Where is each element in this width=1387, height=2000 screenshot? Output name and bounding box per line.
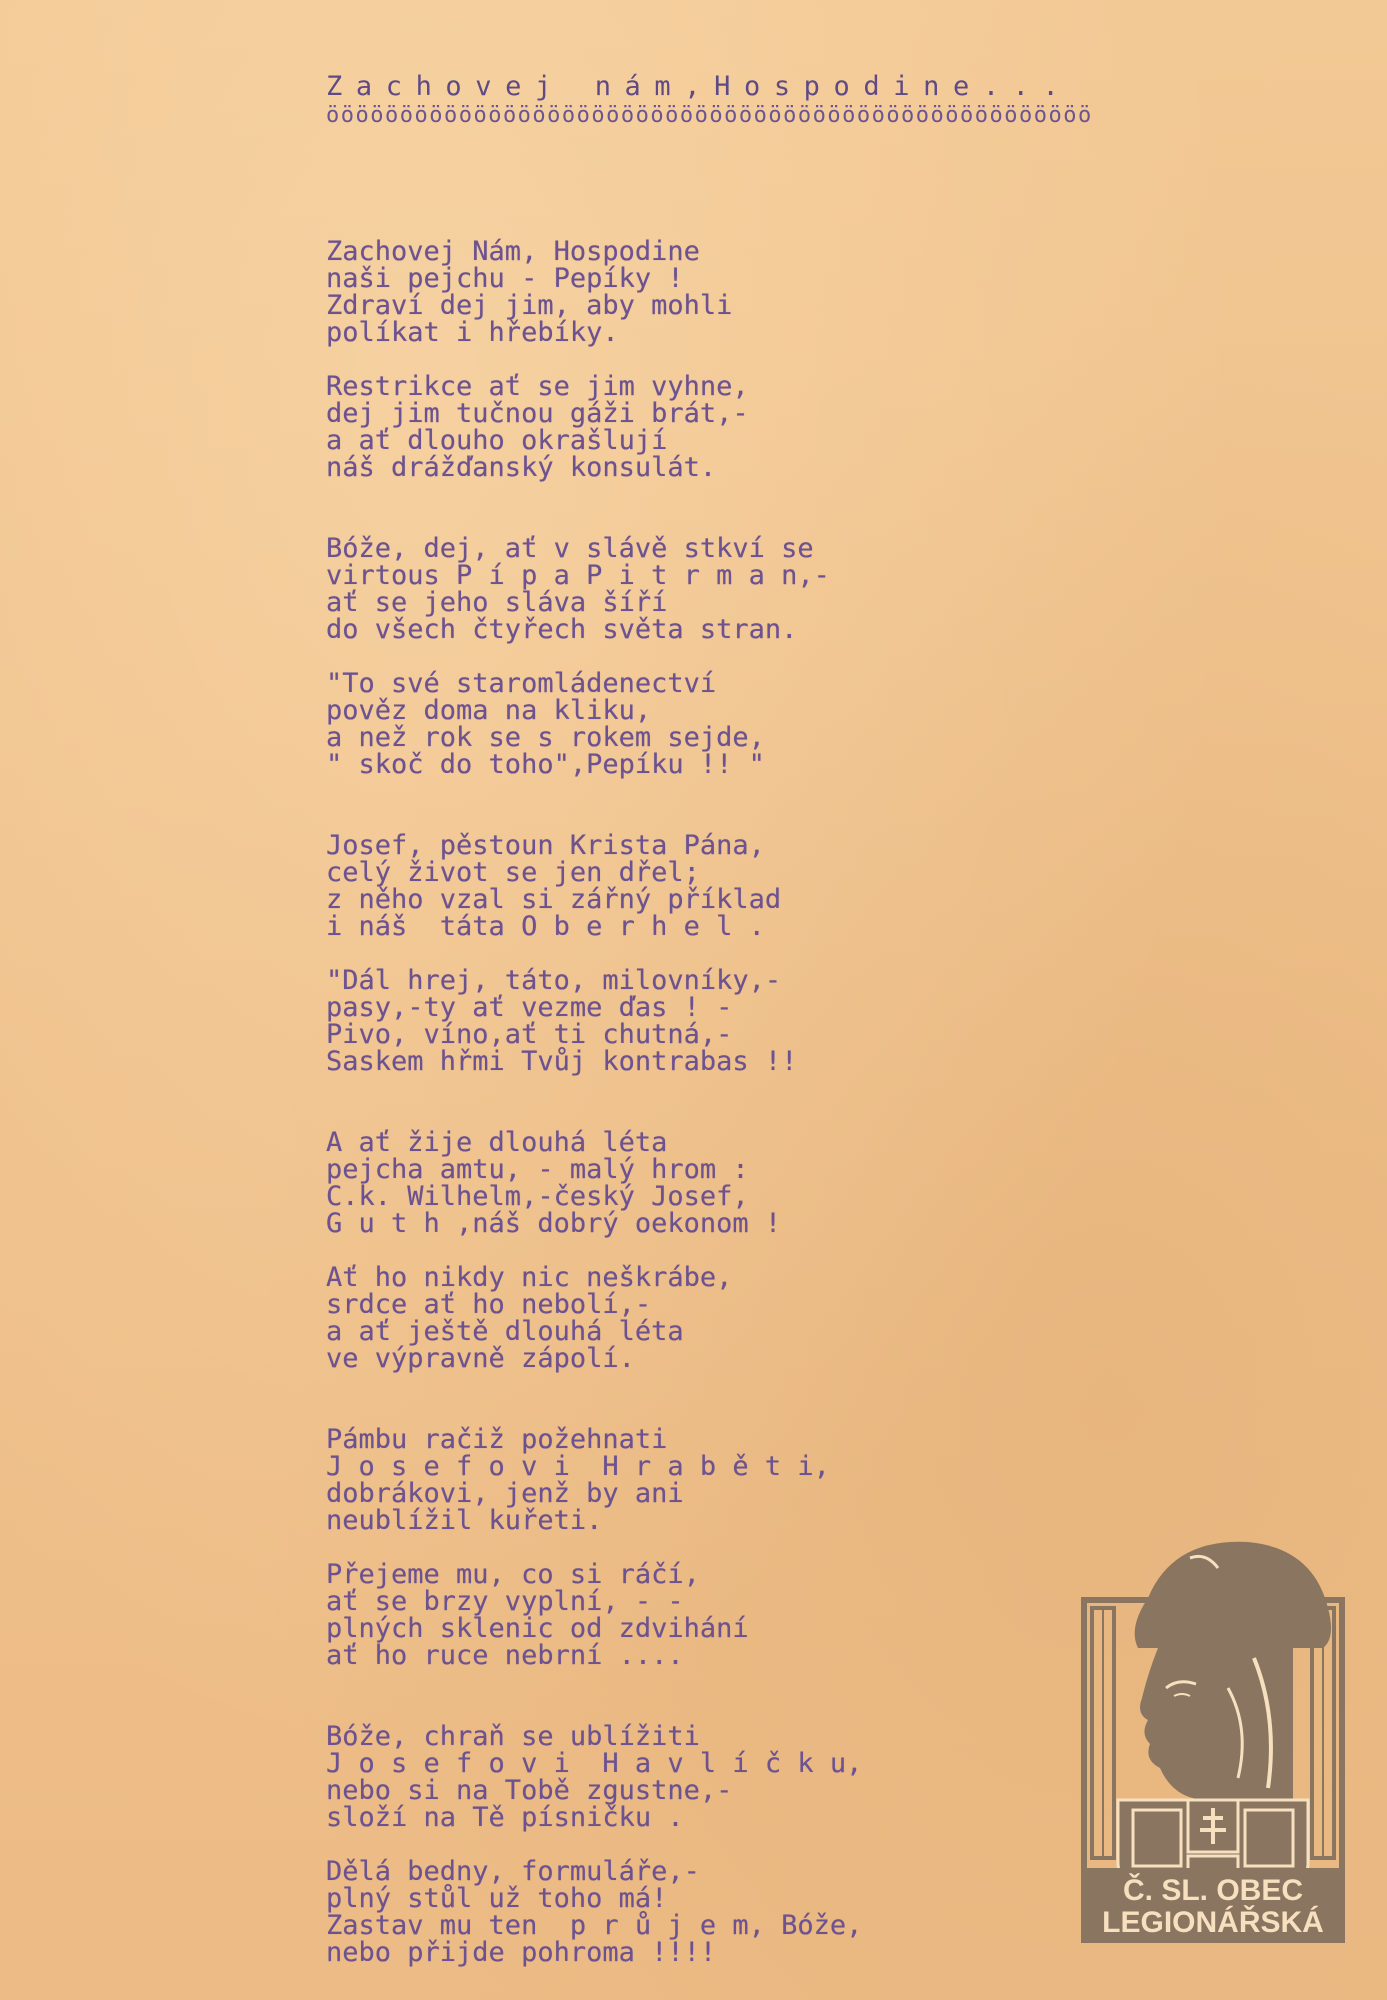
stamp-text-line1: Č. SL. OBEC: [1122, 1874, 1304, 1907]
poem-line: plný stůl už toho má!: [326, 1883, 668, 1914]
stanza-gap: [326, 1372, 1226, 1426]
stanza-gap: [326, 346, 1226, 373]
poem-line: pověz doma na kliku,: [326, 695, 652, 726]
poem-line: složí na Tě písničku .: [326, 1802, 684, 1833]
stamp-helmet: [1135, 1542, 1331, 1648]
poem-line: pejcha amtu, - malý hrom :: [326, 1154, 749, 1185]
poem-line: náš drážďanský konsulát.: [326, 452, 717, 483]
poem-line: celý život se jen dřel;: [326, 857, 700, 888]
poem-line: C.k. Wilhelm,-český Josef,: [326, 1181, 749, 1212]
stanza: [326, 373, 1226, 481]
poem-line: dej jim tučnou gáži brát,-: [326, 398, 749, 429]
poem-line: pasy,-ty ať vezme ďas ! -: [326, 992, 733, 1023]
stanza: [326, 1426, 1226, 1534]
stanza: [326, 535, 1226, 643]
poem-line: virtous P í p a P i t r m a n,-: [326, 560, 830, 591]
poem-line: neublížil kuřeti.: [326, 1505, 603, 1536]
stanza: [326, 1264, 1226, 1372]
poem-line: a ať ještě dlouhá léta: [326, 1316, 684, 1347]
stanza-gap: [326, 778, 1226, 832]
stanza: [326, 1129, 1226, 1237]
stanza: [326, 832, 1226, 940]
poem-line: ať se brzy vyplní, - -: [326, 1586, 684, 1617]
poem-line: nebo přijde pohroma !!!!: [326, 1937, 717, 1968]
stamp-text-line2: LEGIONÁŘSKÁ: [1102, 1906, 1324, 1939]
stanza-gap: [326, 1237, 1226, 1264]
stanza-gap: [326, 940, 1226, 967]
poem-line: naši pejchu - Pepíky !: [326, 263, 684, 294]
poem-line: Josef, pěstoun Krista Pána,: [326, 830, 765, 861]
poem-line: A ať žije dlouhá léta: [326, 1127, 668, 1158]
poem-line: i náš táta O b e r h e l .: [326, 911, 765, 942]
poem-line: Zachovej Nám, Hospodine: [326, 236, 700, 267]
stanza-gap: [326, 643, 1226, 670]
poem-line: J o s e f o v i H a v l í č k u,: [326, 1748, 863, 1779]
poem-line: a než rok se s rokem sejde,: [326, 722, 765, 753]
poem-line: srdce ať ho nebolí,-: [326, 1289, 652, 1320]
poem-line: do všech čtyřech světa stran.: [326, 614, 798, 645]
poem-line: "Dál hrej, táto, milovníky,-: [326, 965, 782, 996]
poem-line: ať ho ruce nebrní ....: [326, 1640, 684, 1671]
poem-line: G u t h ,náš dobrý oekonom !: [326, 1208, 782, 1239]
stanza: [326, 967, 1226, 1075]
poem-line: dobrákovi, jenž by ani: [326, 1478, 684, 1509]
poem-line: z něho vzal si zářný příklad: [326, 884, 782, 915]
legion-emblem-stamp: [1078, 1538, 1348, 1950]
poem-line: Ať ho nikdy nic neškrábe,: [326, 1262, 733, 1293]
poem-line: Bóže, chraň se ublížiti: [326, 1721, 700, 1752]
poem-line: a ať dlouho okrašlují: [326, 425, 668, 456]
poem-line: plných sklenic od zdvihání: [326, 1613, 749, 1644]
poem-line: Restrikce ať se jim vyhne,: [326, 371, 749, 402]
poem-line: Pámbu račiž požehnati: [326, 1424, 668, 1455]
stanza: [326, 670, 1226, 778]
poem-line: nebo si na Tobě zgustne,-: [326, 1775, 733, 1806]
poem-line: "To své staromládenectví: [326, 668, 717, 699]
stanza: [326, 238, 1226, 346]
stanza-gap: [326, 1075, 1226, 1129]
poem-line: " skoč do toho",Pepíku !! ": [326, 749, 765, 780]
poem-line: J o s e f o v i H r a b ě t i,: [326, 1451, 830, 1482]
poem-title: Zachovej nám,Hospodine...: [326, 71, 1073, 102]
poem-line: Zdraví dej jim, aby mohli: [326, 290, 733, 321]
poem-line: ve výpravně zápolí.: [326, 1343, 635, 1374]
title-underline: öööööööööööööööööööööööööööööööööööööööööööööööööööö: [326, 103, 1093, 128]
stanza-gap: [326, 481, 1226, 535]
poem-line: Přejeme mu, co si ráčí,: [326, 1559, 700, 1590]
poem-line: Dělá bedny, formuláře,-: [326, 1856, 700, 1887]
poem-line: políkat i hřebíky.: [326, 317, 619, 348]
poem-line: Zastav mu ten p r ů j e m, Bóže,: [326, 1910, 863, 1941]
poem-line: ať se jeho sláva šíří: [326, 587, 668, 618]
poem-line: Pivo, víno,ať ti chutná,-: [326, 1019, 733, 1050]
poem-line: Bóže, dej, ať v slávě stkví se: [326, 533, 814, 564]
poem-line: Saskem hřmi Tvůj kontrabas !!: [326, 1046, 798, 1077]
